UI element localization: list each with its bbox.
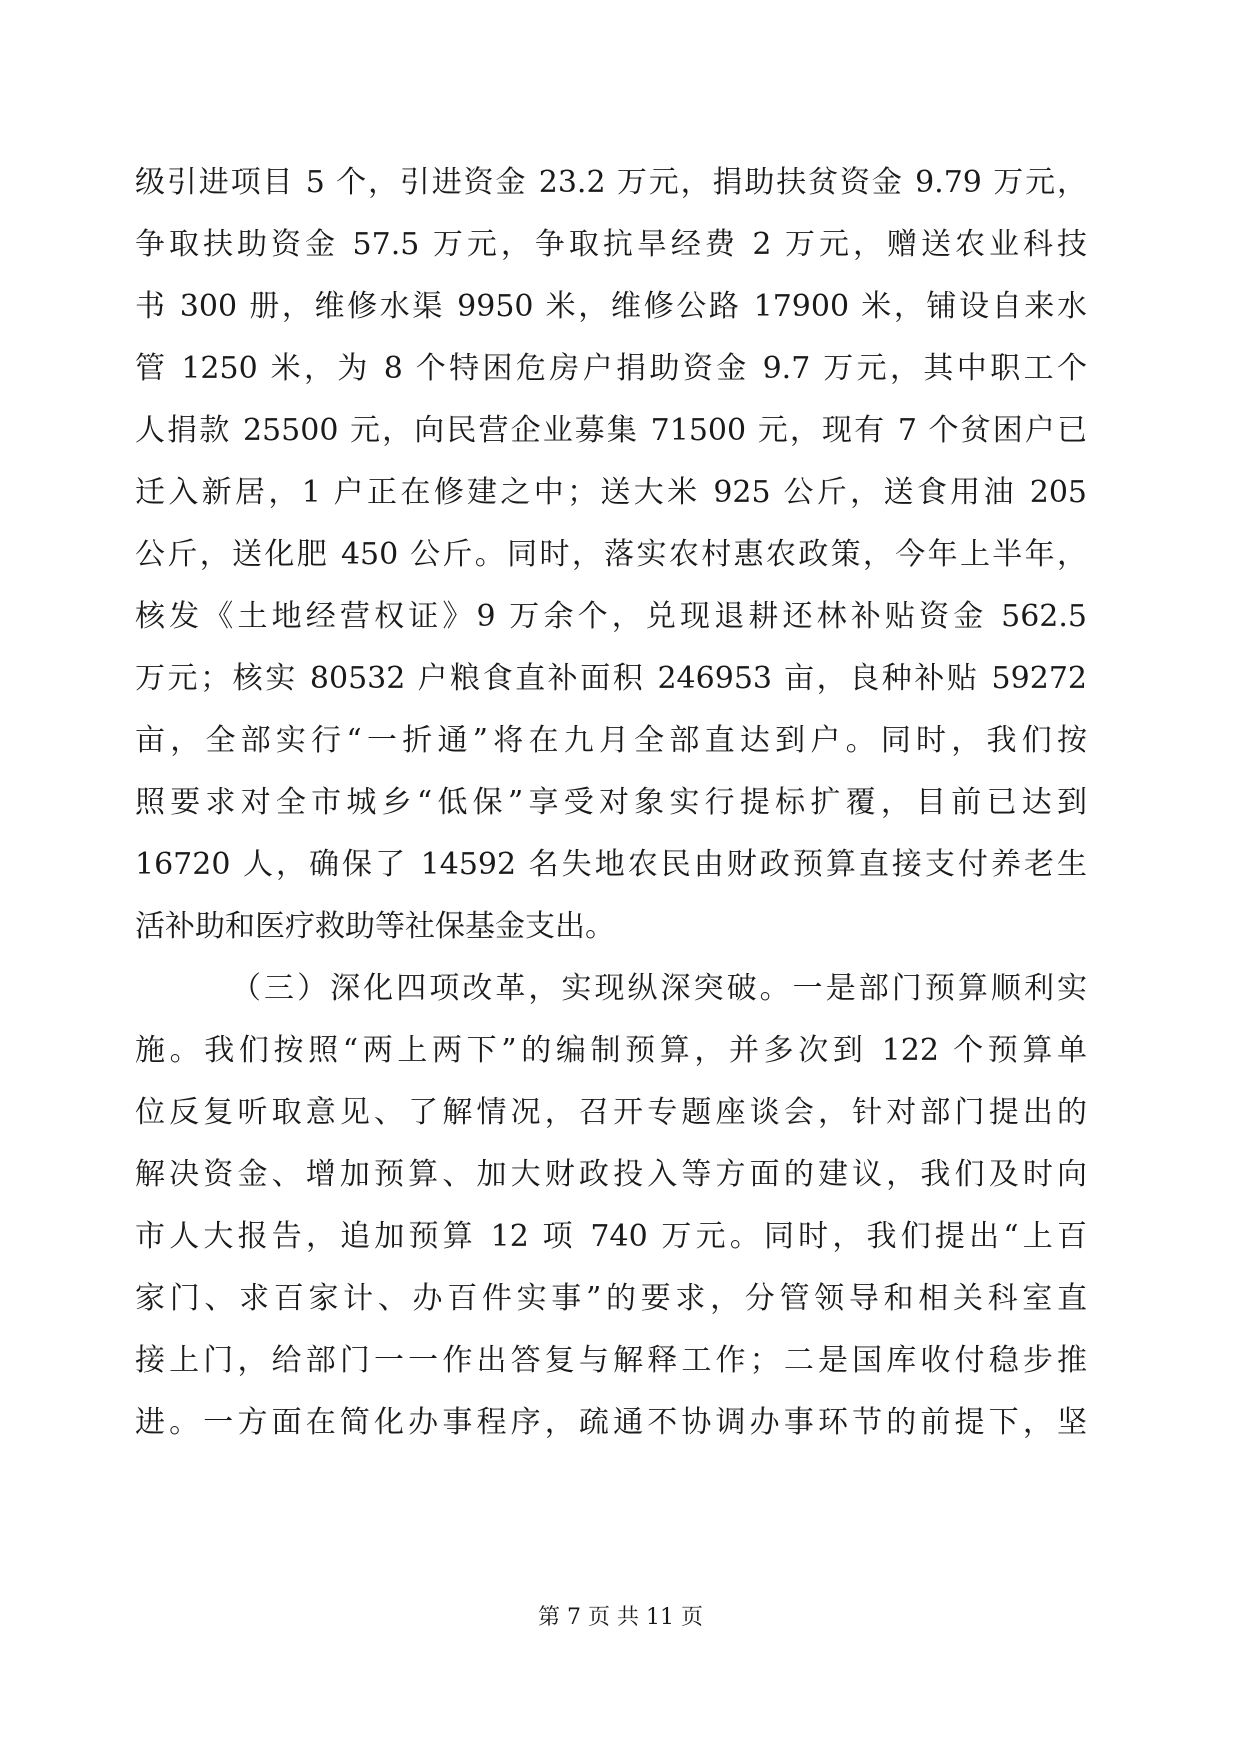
text-line: 争取扶助资金 57.5 万元，争取抗旱经费 2 万元，赠送农业科技 [135, 227, 1087, 262]
text-line: 迁入新居，1 户正在修建之中；送大米 925 公斤，送食用油 205 [135, 475, 1087, 510]
text-line: 公斤，送化肥 450 公斤。同时，落实农村惠农政策，今年上半年， [135, 537, 1087, 572]
text-line: 解决资金、增加预算、加大财政投入等方面的建议，我们及时向 [135, 1157, 1087, 1192]
text-line: 级引进项目 5 个，引进资金 23.2 万元，捐助扶贫资金 9.79 万元， [135, 165, 1087, 200]
page-number-footer: 第 7 页 共 11 页 [538, 1605, 703, 1630]
text-line: 家门、求百家计、办百件实事”的要求，分管领导和相关科室直 [135, 1281, 1087, 1316]
text-line: 接上门，给部门一一作出答复与解释工作；二是国库收付稳步推 [135, 1343, 1087, 1378]
text-line: 位反复听取意见、了解情况，召开专题座谈会，针对部门提出的 [135, 1095, 1087, 1130]
text-line: 进。一方面在简化办事程序，疏通不协调办事环节的前提下，坚 [135, 1405, 1087, 1440]
text-line: （三）深化四项改革，实现纵深突破。一是部门预算顺利实 [231, 971, 1087, 1006]
paragraph-funding-summary [135, 152, 1087, 958]
text-line: 16720 人，确保了 14592 名失地农民由财政预算直接支付养老生 [135, 847, 1087, 882]
text-line: 管 1250 米，为 8 个特困危房户捐助资金 9.7 万元，其中职工个 [135, 351, 1087, 386]
text-line: 照要求对全市城乡“低保”享受对象实行提标扩覆，目前已达到 [135, 785, 1087, 820]
text-line: 施。我们按照“两上两下”的编制预算，并多次到 122 个预算单 [135, 1033, 1087, 1068]
text-line: 核发《土地经营权证》9 万余个，兑现退耕还林补贴资金 562.5 [135, 599, 1087, 634]
paragraph-reform-section [135, 958, 1087, 1454]
text-line: 书 300 册，维修水渠 9950 米，维修公路 17900 米，铺设自来水 [135, 289, 1087, 324]
text-line: 市人大报告，追加预算 12 项 740 万元。同时，我们提出“上百 [135, 1219, 1087, 1254]
text-line: 活补助和医疗救助等社保基金支出。 [135, 909, 615, 944]
text-line: 万元；核实 80532 户粮食直补面积 246953 亩，良种补贴 59272 [135, 661, 1087, 696]
text-line: 亩，全部实行“一折通”将在九月全部直达到户。同时，我们按 [135, 723, 1087, 758]
text-line: 人捐款 25500 元，向民营企业募集 71500 元，现有 7 个贫困户已 [135, 413, 1087, 448]
body-text [135, 152, 1087, 1454]
